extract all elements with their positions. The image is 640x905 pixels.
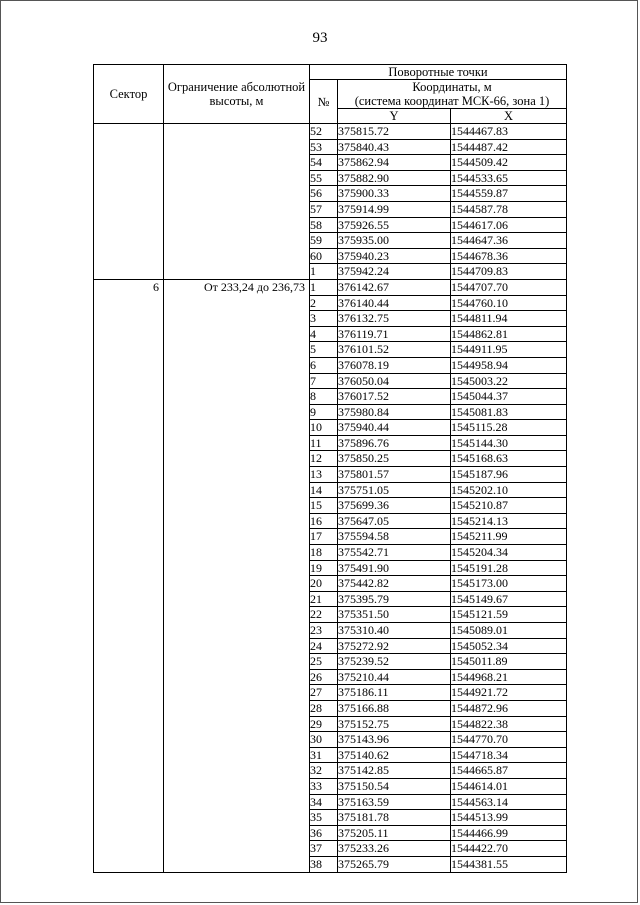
y-coordinate-cell: 376132.75 <box>338 311 451 327</box>
point-number-cell: 7 <box>310 373 338 389</box>
y-coordinate-cell: 375801.57 <box>338 467 451 483</box>
point-number-cell: 27 <box>310 685 338 701</box>
point-number-cell: 5 <box>310 342 338 358</box>
y-coordinate-cell: 375647.05 <box>338 513 451 529</box>
point-number-cell: 60 <box>310 248 338 264</box>
point-number-cell: 8 <box>310 389 338 405</box>
y-coordinate-cell: 375980.84 <box>338 404 451 420</box>
x-coordinate-cell: 1545187.96 <box>451 467 567 483</box>
x-coordinate-cell: 1545210.87 <box>451 498 567 514</box>
y-coordinate-cell: 375926.55 <box>338 217 451 233</box>
header-coordinate-system: (система координат МСК-66, зона 1) <box>354 94 550 108</box>
y-coordinate-cell: 375272.92 <box>338 638 451 654</box>
altitude-limit-cell: От 233,24 до 236,73 <box>164 279 310 872</box>
y-coordinate-cell: 375850.25 <box>338 451 451 467</box>
y-coordinate-cell: 375940.23 <box>338 248 451 264</box>
point-number-cell: 33 <box>310 778 338 794</box>
x-coordinate-cell: 1545211.99 <box>451 529 567 545</box>
point-number-cell: 53 <box>310 139 338 155</box>
point-number-cell: 28 <box>310 700 338 716</box>
y-coordinate-cell: 375152.75 <box>338 716 451 732</box>
point-number-cell: 21 <box>310 591 338 607</box>
x-coordinate-cell: 1544921.72 <box>451 685 567 701</box>
y-coordinate-cell: 375163.59 <box>338 794 451 810</box>
y-coordinate-cell: 375140.62 <box>338 747 451 763</box>
x-coordinate-cell: 1545003.22 <box>451 373 567 389</box>
point-number-cell: 16 <box>310 513 338 529</box>
point-number-cell: 59 <box>310 233 338 249</box>
point-number-cell: 4 <box>310 326 338 342</box>
table-header <box>94 65 567 124</box>
x-coordinate-cell: 1545044.37 <box>451 389 567 405</box>
sector-cell: 6 <box>94 279 164 872</box>
x-coordinate-cell: 1545081.83 <box>451 404 567 420</box>
y-coordinate-cell: 376050.04 <box>338 373 451 389</box>
y-coordinate-cell: 375840.43 <box>338 139 451 155</box>
header-x: X <box>451 109 567 124</box>
point-number-cell: 36 <box>310 825 338 841</box>
x-coordinate-cell: 1544487.42 <box>451 139 567 155</box>
header-altitude-limit: Ограничение абсолютной высоты, м <box>164 65 310 124</box>
y-coordinate-cell: 375143.96 <box>338 732 451 748</box>
y-coordinate-cell: 375186.11 <box>338 685 451 701</box>
point-number-cell: 31 <box>310 747 338 763</box>
x-coordinate-cell: 1545168.63 <box>451 451 567 467</box>
header-coordinates <box>338 80 567 109</box>
table-row <box>94 124 567 140</box>
point-number-cell: 34 <box>310 794 338 810</box>
header-sector: Сектор <box>94 65 164 124</box>
point-number-cell: 12 <box>310 451 338 467</box>
page-number: 93 <box>312 30 328 46</box>
point-number-cell: 55 <box>310 170 338 186</box>
x-coordinate-cell: 1545202.10 <box>451 482 567 498</box>
point-number-cell: 9 <box>310 404 338 420</box>
y-coordinate-cell: 375210.44 <box>338 669 451 685</box>
x-coordinate-cell: 1544811.94 <box>451 311 567 327</box>
point-number-cell: 20 <box>310 576 338 592</box>
y-coordinate-cell: 375699.36 <box>338 498 451 514</box>
y-coordinate-cell: 375542.71 <box>338 545 451 561</box>
point-number-cell: 15 <box>310 498 338 514</box>
point-number-cell: 1 <box>310 279 338 295</box>
x-coordinate-cell: 1544647.36 <box>451 233 567 249</box>
point-number-cell: 54 <box>310 155 338 171</box>
point-number-cell: 35 <box>310 810 338 826</box>
y-coordinate-cell: 376101.52 <box>338 342 451 358</box>
x-coordinate-cell: 1544563.14 <box>451 794 567 810</box>
table-body <box>94 124 567 873</box>
altitude-limit-cell <box>164 124 310 280</box>
point-number-cell: 11 <box>310 435 338 451</box>
x-coordinate-cell: 1545173.00 <box>451 576 567 592</box>
x-coordinate-cell: 1545052.34 <box>451 638 567 654</box>
x-coordinate-cell: 1545214.13 <box>451 513 567 529</box>
point-number-cell: 29 <box>310 716 338 732</box>
point-number-cell: 26 <box>310 669 338 685</box>
x-coordinate-cell: 1544381.55 <box>451 856 567 872</box>
x-coordinate-cell: 1544467.83 <box>451 124 567 140</box>
y-coordinate-cell: 376078.19 <box>338 357 451 373</box>
y-coordinate-cell: 375205.11 <box>338 825 451 841</box>
x-coordinate-cell: 1544911.95 <box>451 342 567 358</box>
x-coordinate-cell: 1544709.83 <box>451 264 567 280</box>
y-coordinate-cell: 375351.50 <box>338 607 451 623</box>
x-coordinate-cell: 1544617.06 <box>451 217 567 233</box>
sector-cell <box>94 124 164 280</box>
y-coordinate-cell: 375395.79 <box>338 591 451 607</box>
table-row <box>94 279 567 295</box>
x-coordinate-cell: 1544872.96 <box>451 700 567 716</box>
y-coordinate-cell: 376017.52 <box>338 389 451 405</box>
point-number-cell: 3 <box>310 311 338 327</box>
point-number-cell: 1 <box>310 264 338 280</box>
y-coordinate-cell: 375142.85 <box>338 763 451 779</box>
y-coordinate-cell: 375181.78 <box>338 810 451 826</box>
point-number-cell: 56 <box>310 186 338 202</box>
y-coordinate-cell: 375265.79 <box>338 856 451 872</box>
y-coordinate-cell: 375882.90 <box>338 170 451 186</box>
y-coordinate-cell: 375942.24 <box>338 264 451 280</box>
x-coordinate-cell: 1545191.28 <box>451 560 567 576</box>
point-number-cell: 30 <box>310 732 338 748</box>
header-turning-points: Поворотные точки <box>310 65 567 80</box>
x-coordinate-cell: 1544466.99 <box>451 825 567 841</box>
point-number-cell: 18 <box>310 545 338 561</box>
coordinates-table <box>93 64 567 873</box>
x-coordinate-cell: 1544958.94 <box>451 357 567 373</box>
x-coordinate-cell: 1544614.01 <box>451 778 567 794</box>
x-coordinate-cell: 1544665.87 <box>451 763 567 779</box>
x-coordinate-cell: 1544718.34 <box>451 747 567 763</box>
y-coordinate-cell: 375900.33 <box>338 186 451 202</box>
point-number-cell: 23 <box>310 623 338 639</box>
x-coordinate-cell: 1544770.70 <box>451 732 567 748</box>
header-y: Y <box>338 109 451 124</box>
point-number-cell: 17 <box>310 529 338 545</box>
x-coordinate-cell: 1544509.42 <box>451 155 567 171</box>
point-number-cell: 6 <box>310 357 338 373</box>
point-number-cell: 37 <box>310 841 338 857</box>
x-coordinate-cell: 1544513.99 <box>451 810 567 826</box>
x-coordinate-cell: 1545115.28 <box>451 420 567 436</box>
x-coordinate-cell: 1544533.65 <box>451 170 567 186</box>
y-coordinate-cell: 376142.67 <box>338 279 451 295</box>
x-coordinate-cell: 1545089.01 <box>451 623 567 639</box>
y-coordinate-cell: 375896.76 <box>338 435 451 451</box>
y-coordinate-cell: 375935.00 <box>338 233 451 249</box>
header-number: № <box>310 80 338 124</box>
x-coordinate-cell: 1544678.36 <box>451 248 567 264</box>
x-coordinate-cell: 1544422.70 <box>451 841 567 857</box>
x-coordinate-cell: 1544862.81 <box>451 326 567 342</box>
y-coordinate-cell: 375940.44 <box>338 420 451 436</box>
x-coordinate-cell: 1545204.34 <box>451 545 567 561</box>
header-coordinates-label: Координаты, м <box>412 80 492 94</box>
x-coordinate-cell: 1545121.59 <box>451 607 567 623</box>
x-coordinate-cell: 1544707.70 <box>451 279 567 295</box>
point-number-cell: 38 <box>310 856 338 872</box>
y-coordinate-cell: 375491.90 <box>338 560 451 576</box>
y-coordinate-cell: 376140.44 <box>338 295 451 311</box>
x-coordinate-cell: 1545144.30 <box>451 435 567 451</box>
point-number-cell: 19 <box>310 560 338 576</box>
y-coordinate-cell: 375150.54 <box>338 778 451 794</box>
y-coordinate-cell: 375862.94 <box>338 155 451 171</box>
point-number-cell: 13 <box>310 467 338 483</box>
point-number-cell: 10 <box>310 420 338 436</box>
point-number-cell: 25 <box>310 654 338 670</box>
y-coordinate-cell: 376119.71 <box>338 326 451 342</box>
x-coordinate-cell: 1545011.89 <box>451 654 567 670</box>
y-coordinate-cell: 375914.99 <box>338 201 451 217</box>
x-coordinate-cell: 1544587.78 <box>451 201 567 217</box>
x-coordinate-cell: 1544822.38 <box>451 716 567 732</box>
x-coordinate-cell: 1545149.67 <box>451 591 567 607</box>
x-coordinate-cell: 1544559.87 <box>451 186 567 202</box>
y-coordinate-cell: 375233.26 <box>338 841 451 857</box>
y-coordinate-cell: 375815.72 <box>338 124 451 140</box>
y-coordinate-cell: 375310.40 <box>338 623 451 639</box>
y-coordinate-cell: 375239.52 <box>338 654 451 670</box>
point-number-cell: 14 <box>310 482 338 498</box>
point-number-cell: 22 <box>310 607 338 623</box>
y-coordinate-cell: 375442.82 <box>338 576 451 592</box>
x-coordinate-cell: 1544968.21 <box>451 669 567 685</box>
x-coordinate-cell: 1544760.10 <box>451 295 567 311</box>
point-number-cell: 32 <box>310 763 338 779</box>
point-number-cell: 52 <box>310 124 338 140</box>
point-number-cell: 58 <box>310 217 338 233</box>
y-coordinate-cell: 375594.58 <box>338 529 451 545</box>
y-coordinate-cell: 375166.88 <box>338 700 451 716</box>
y-coordinate-cell: 375751.05 <box>338 482 451 498</box>
point-number-cell: 24 <box>310 638 338 654</box>
point-number-cell: 57 <box>310 201 338 217</box>
point-number-cell: 2 <box>310 295 338 311</box>
